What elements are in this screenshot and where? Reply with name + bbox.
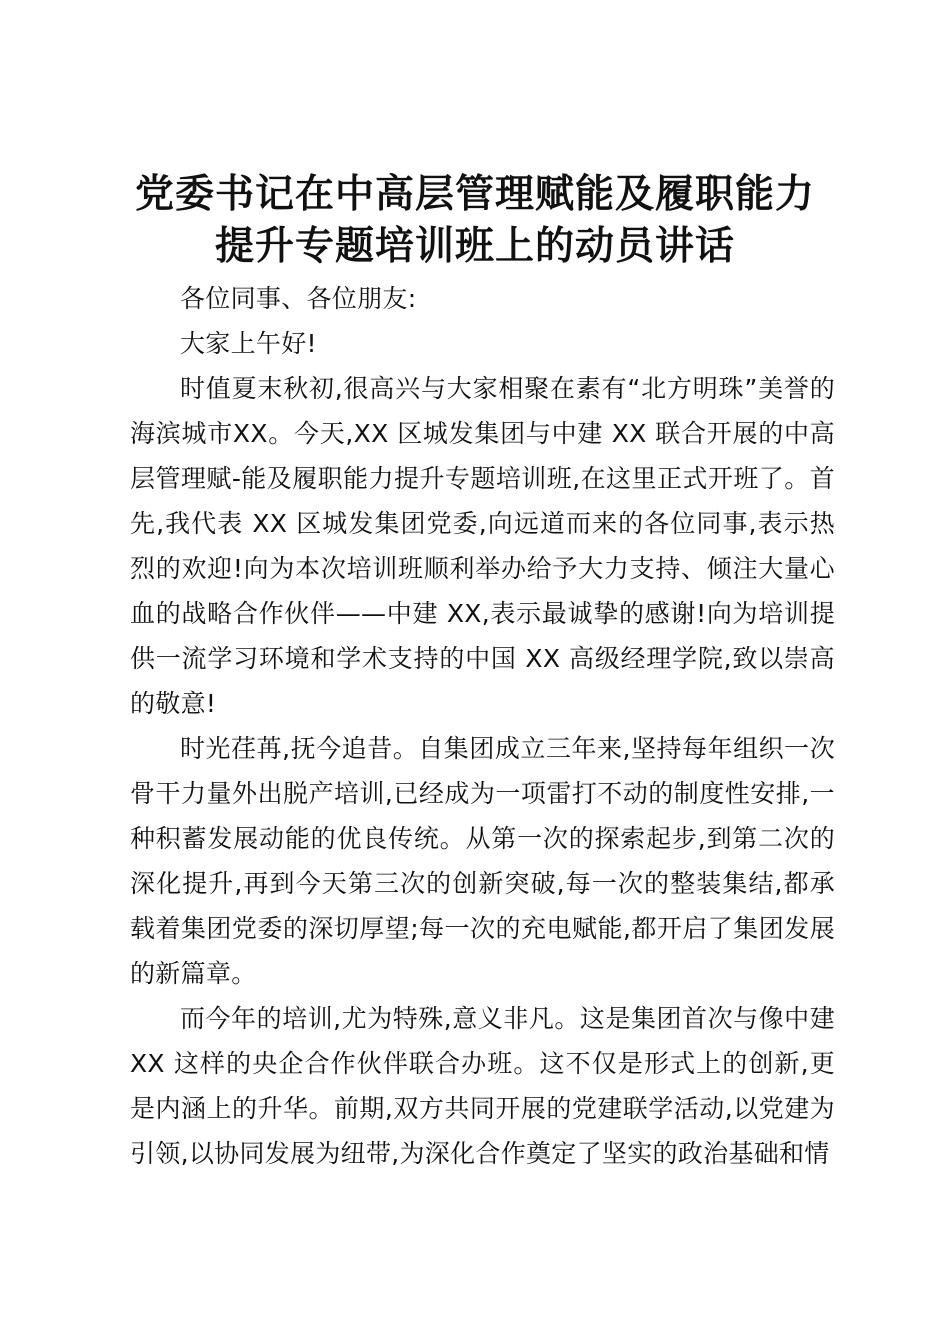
greeting: 大家上午好! [180, 329, 317, 358]
paragraph-significance: 而今年的培训,尤为特殊,意义非凡。这是集团首次与像中建 XX 这样的央企合作伙伴联合办班。这不仅是形式上的创新,更是内涵上的升华。前期,双方共同开展的党建联学活动,以党建为引领,以协同发展为纽带,为深化合作奠定了坚实的政治基础和情 [130, 1004, 835, 1168]
paragraph-history: 时光荏苒,抚今追昔。自集团成立三年来,坚持每年组织一次骨干力量外出脱产培训,已经成为一项雷打不动的制度性安排,一种积蓄发展动能的优良传统。从第一次的探索起步,到第二次的深化提升,再到今天第三次的创新突破,每一次的整装集结,都承载着集团党委的深切厚望;每一次的充电赋能,都开启了集团发展的新篇章。 [130, 734, 835, 988]
document-title [100, 168, 850, 272]
title-line-2: 提升专题培训班上的动员讲话 [214, 223, 735, 269]
title-line-1: 党委书记在中高层管理赋能及履职能力 [134, 171, 815, 217]
paragraph-opening: 时值夏末秋初,很高兴与大家相聚在素有“北方明珠”美誉的海滨城市XX。今天,XX 区城发集团与中建 XX 联合开展的中高层管理赋-能及履职能力提升专题培训班,在这里正式开班了。首先,我代表 XX 区城发集团党委,向远道而来的各位同事,表示热烈的欢迎!向为本次培训班顺利举办给予大力支持、倾注大量心血的战略合作伙伴——中建 XX,表示最诚挚的感谢!向为培训提供一流学习环境和学术支持的中国 XX 高级经理学院,致以崇高的敬意! [130, 374, 835, 718]
salutation: 各位同事、各位朋友: [180, 284, 417, 313]
document-body [130, 276, 835, 1176]
